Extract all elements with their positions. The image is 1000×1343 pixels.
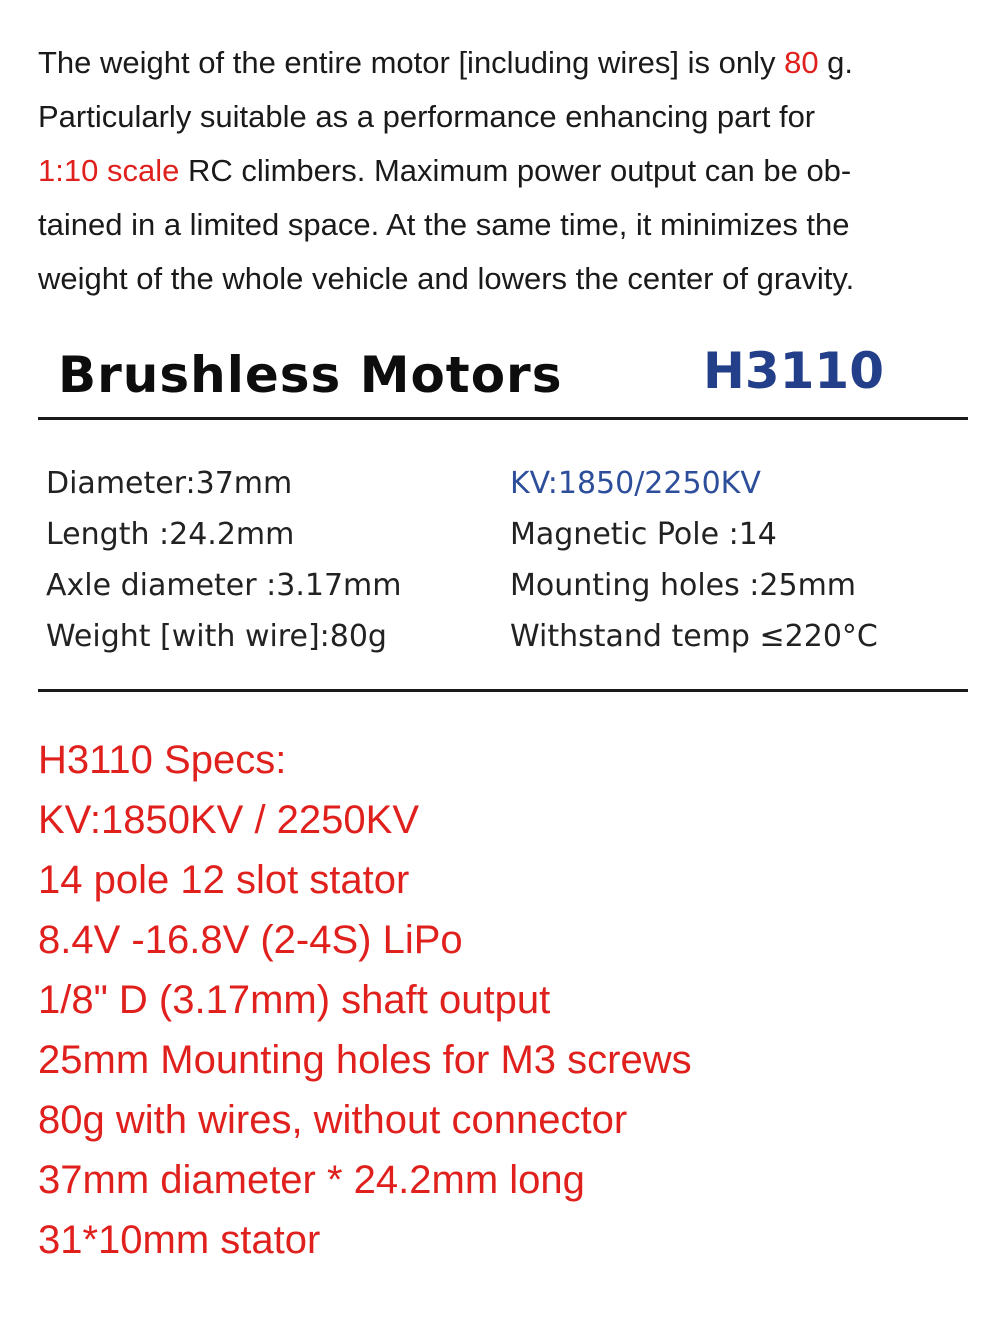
- list-item: 31*10mm stator: [38, 1218, 321, 1262]
- intro-text: g.: [818, 45, 854, 80]
- intro-paragraph: [38, 36, 978, 306]
- spec-length: Length :24.2mm: [46, 517, 295, 552]
- product-title: Brushless Motors: [58, 346, 563, 404]
- bottom-divider: [38, 689, 968, 692]
- list-item: 14 pole 12 slot stator: [38, 858, 410, 902]
- spec-magnetic-pole: Magnetic Pole :14: [510, 517, 777, 552]
- intro-text: RC climbers. Maximum power output can be ob-: [179, 153, 852, 188]
- intro-line-3: [38, 144, 978, 198]
- list-item: 25mm Mounting holes for M3 screws: [38, 1038, 692, 1082]
- list-item: KV:1850KV / 2250KV: [38, 798, 420, 842]
- intro-text: The weight of the entire motor [including wires] is only: [38, 45, 785, 80]
- spec-column-left: [46, 458, 402, 662]
- weight-highlight: 80: [784, 45, 819, 80]
- spec-withstand-temp: Withstand temp ≤220°C: [510, 619, 878, 654]
- scale-highlight: 1:10 scale: [38, 153, 180, 188]
- top-divider: [38, 417, 968, 420]
- list-item: 80g with wires, without connector: [38, 1098, 628, 1142]
- list-item: 1/8" D (3.17mm) shaft output: [38, 978, 551, 1022]
- spec-weight: Weight [with wire]:80g: [46, 619, 387, 654]
- intro-line-4: tained in a limited space. At the same time, it minimizes the: [38, 207, 850, 242]
- intro-line-2: Particularly suitable as a performance enhancing part for: [38, 99, 816, 134]
- spec-mounting-holes: Mounting holes :25mm: [510, 568, 857, 603]
- product-model: H3110: [703, 342, 885, 400]
- spec-column-right: [510, 458, 878, 662]
- intro-line-1: [38, 36, 978, 90]
- list-item: 37mm diameter * 24.2mm long: [38, 1158, 585, 1202]
- spec-kv: KV:1850/2250KV: [510, 466, 761, 501]
- intro-line-5: weight of the whole vehicle and lowers the center of gravity.: [38, 261, 855, 296]
- spec-diameter: Diameter:37mm: [46, 466, 293, 501]
- spec-axle-diameter: Axle diameter :3.17mm: [46, 568, 402, 603]
- product-headline: [58, 340, 958, 410]
- list-item: 8.4V -16.8V (2-4S) LiPo: [38, 918, 463, 962]
- spec-list-heading: H3110 Specs:: [38, 738, 287, 782]
- spec-list: [38, 730, 978, 1270]
